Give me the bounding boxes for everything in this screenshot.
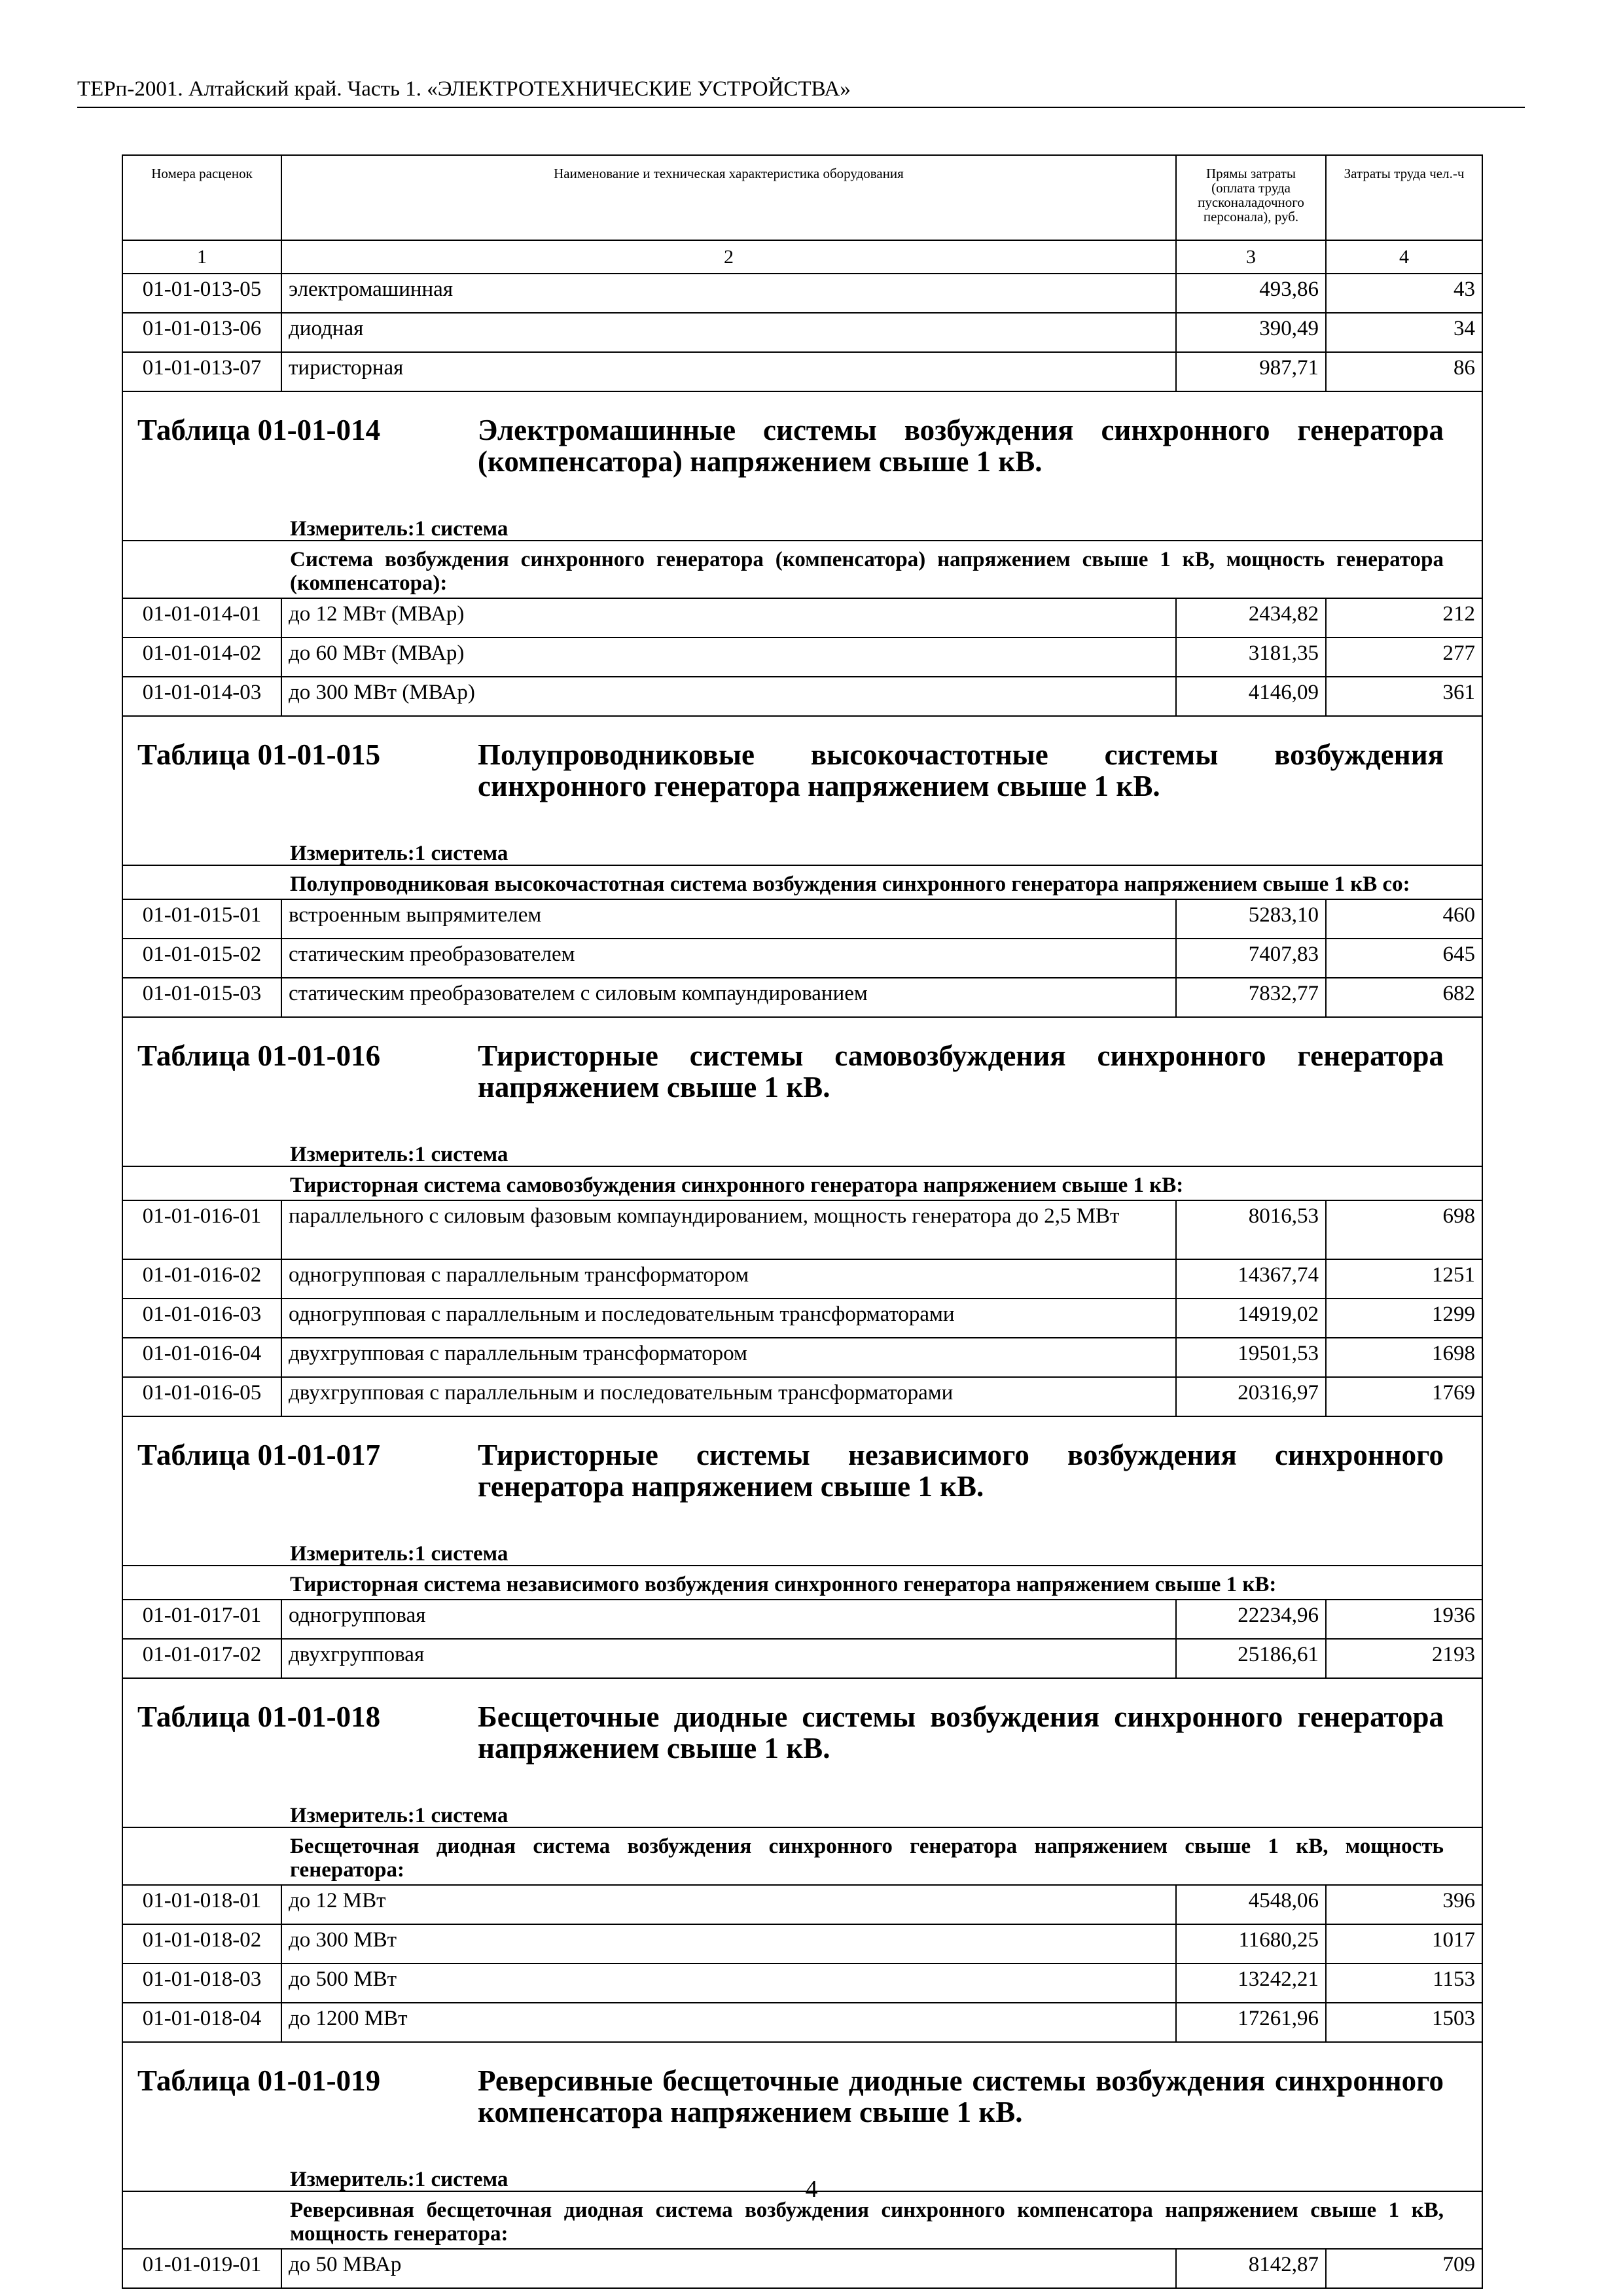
group-heading: Реверсивная бесщеточная диодная система возбуждения синхронного компенсатора напряжением свыше 1 кВ, мощность генератора: (122, 2191, 1482, 2249)
equipment-name: статическим преобразователем с силовым компаундированием (281, 978, 1176, 1017)
table-label: Таблица 01-01-018 (137, 1700, 381, 1733)
measure-row (122, 1543, 1482, 1566)
table-row (122, 677, 1482, 716)
table-title-text: Тиристорные системы независимого возбуждения синхронного генератора напряжением свыше 1 кВ. (478, 1439, 1444, 1503)
equipment-name: диодная (281, 313, 1176, 352)
rate-code: 01-01-018-04 (122, 2003, 281, 2042)
equipment-name: двухгрупповая с параллельным трансформатором (281, 1338, 1176, 1377)
labor-cost: 2193 (1326, 1639, 1482, 1678)
labor-cost: 1503 (1326, 2003, 1482, 2042)
group-heading: Тиристорная система самовозбуждения синхронного генератора напряжением свыше 1 кВ: (122, 1166, 1482, 1200)
labor-cost: 212 (1326, 598, 1482, 637)
col-header-labor: Затраты труда чел.-ч (1326, 155, 1482, 240)
rate-code: 01-01-013-05 (122, 274, 281, 313)
equipment-name: встроенным выпрямителем (281, 899, 1176, 939)
table-title (137, 2043, 1444, 2128)
direct-cost: 4548,06 (1176, 1885, 1326, 1924)
table-title-row (122, 1678, 1482, 1804)
table-label: Таблица 01-01-014 (137, 414, 381, 446)
group-heading-row (122, 1827, 1482, 1885)
rate-code: 01-01-015-02 (122, 939, 281, 978)
direct-cost: 7832,77 (1176, 978, 1326, 1017)
measure-unit: Измеритель:1 система (122, 1143, 1482, 1166)
equipment-name: до 300 МВт (281, 1924, 1176, 1964)
table-title-cell (122, 1416, 1482, 1543)
table-row (122, 1200, 1482, 1259)
table-row (122, 899, 1482, 939)
rate-code: 01-01-015-03 (122, 978, 281, 1017)
rate-code: 01-01-016-02 (122, 1259, 281, 1299)
table-row (122, 352, 1482, 391)
rate-code: 01-01-014-01 (122, 598, 281, 637)
rate-code: 01-01-013-06 (122, 313, 281, 352)
labor-cost: 460 (1326, 899, 1482, 939)
labor-cost: 1299 (1326, 1299, 1482, 1338)
direct-cost: 11680,25 (1176, 1924, 1326, 1964)
column-header-row (122, 155, 1482, 240)
table-title-row (122, 391, 1482, 518)
table-row (122, 1639, 1482, 1678)
equipment-name: до 60 МВт (МВАр) (281, 637, 1176, 677)
direct-cost: 20316,97 (1176, 1377, 1326, 1416)
col-header-codes: Номера расценок (122, 155, 281, 240)
direct-cost: 22234,96 (1176, 1600, 1326, 1639)
labor-cost: 709 (1326, 2249, 1482, 2288)
col-header-name: Наименование и техническая характеристика оборудования (281, 155, 1176, 240)
col-number-1: 1 (122, 240, 281, 274)
table-row (122, 2003, 1482, 2042)
labor-cost: 1698 (1326, 1338, 1482, 1377)
col-number-2: 2 (281, 240, 1176, 274)
rate-code: 01-01-017-02 (122, 1639, 281, 1678)
table-title (137, 1679, 1444, 1764)
labor-cost: 1153 (1326, 1964, 1482, 2003)
labor-cost: 43 (1326, 274, 1482, 313)
table-row (122, 1259, 1482, 1299)
equipment-name: до 12 МВт (МВАр) (281, 598, 1176, 637)
rate-code: 01-01-016-04 (122, 1338, 281, 1377)
labor-cost: 277 (1326, 637, 1482, 677)
rate-code: 01-01-016-05 (122, 1377, 281, 1416)
group-heading-row (122, 1166, 1482, 1200)
table-body (122, 274, 1482, 2288)
direct-cost: 13242,21 (1176, 1964, 1326, 2003)
table-row (122, 1964, 1482, 2003)
table-title-text: Тиристорные системы самовозбуждения синхронного генератора напряжением свыше 1 кВ. (478, 1039, 1444, 1103)
table-title-cell (122, 1678, 1482, 1804)
running-header: ТЕРп-2001. Алтайский край. Часть 1. «ЭЛЕКТРОТЕХНИЧЕСКИЕ УСТРОЙСТВА» (77, 77, 1525, 108)
table-row (122, 1299, 1482, 1338)
equipment-name: электромашинная (281, 274, 1176, 313)
table-title (137, 1018, 1444, 1103)
equipment-name: двухгрупповая с параллельным и последовательным трансформаторами (281, 1377, 1176, 1416)
table-title-row (122, 1017, 1482, 1143)
table-row (122, 978, 1482, 1017)
table-label: Таблица 01-01-017 (137, 1439, 381, 1471)
group-heading-row (122, 1566, 1482, 1600)
table-row (122, 1924, 1482, 1964)
measure-row (122, 518, 1482, 541)
table-row (122, 313, 1482, 352)
equipment-name: одногрупповая с параллельным трансформатором (281, 1259, 1176, 1299)
group-heading: Тиристорная система независимого возбуждения синхронного генератора напряжением свыше 1 кВ: (122, 1566, 1482, 1600)
measure-unit: Измеритель:1 система (122, 842, 1482, 865)
table-title (137, 1417, 1444, 1502)
direct-cost: 8016,53 (1176, 1200, 1326, 1259)
measure-row (122, 842, 1482, 865)
labor-cost: 698 (1326, 1200, 1482, 1259)
table-title (137, 392, 1444, 477)
equipment-name: до 50 МВАр (281, 2249, 1176, 2288)
rate-code: 01-01-018-03 (122, 1964, 281, 2003)
table-title-text: Полупроводниковые высокочастотные системы возбуждения синхронного генератора напряжением свыше 1 кВ. (478, 738, 1444, 802)
labor-cost: 682 (1326, 978, 1482, 1017)
equipment-name: параллельного с силовым фазовым компаундированием, мощность генератора до 2,5 МВт (281, 1200, 1176, 1259)
table-title-text: Электромашинные системы возбуждения синхронного генератора (компенсатора) напряжением свыше 1 кВ. (478, 414, 1444, 478)
table-row (122, 598, 1482, 637)
group-heading: Бесщеточная диодная система возбуждения синхронного генератора напряжением свыше 1 кВ, мощность генератора: (122, 1827, 1482, 1885)
labor-cost: 1936 (1326, 1600, 1482, 1639)
direct-cost: 7407,83 (1176, 939, 1326, 978)
table-label: Таблица 01-01-016 (137, 1039, 381, 1072)
direct-cost: 3181,35 (1176, 637, 1326, 677)
table-row (122, 1600, 1482, 1639)
rate-code: 01-01-015-01 (122, 899, 281, 939)
rate-code: 01-01-016-03 (122, 1299, 281, 1338)
direct-cost: 493,86 (1176, 274, 1326, 313)
equipment-name: до 12 МВт (281, 1885, 1176, 1924)
measure-unit: Измеритель:1 система (122, 1804, 1482, 1827)
labor-cost: 361 (1326, 677, 1482, 716)
col-header-cost: Прямы затраты (оплата труда пусконаладочного персонала), руб. (1176, 155, 1326, 240)
table-row (122, 1338, 1482, 1377)
table-title-cell (122, 1017, 1482, 1143)
measure-unit: Измеритель:1 система (122, 1543, 1482, 1566)
direct-cost: 17261,96 (1176, 2003, 1326, 2042)
table-title-cell (122, 391, 1482, 518)
group-heading: Система возбуждения синхронного генератора (компенсатора) напряжением свыше 1 кВ, мощность генератора (компенсатора): (122, 541, 1482, 598)
direct-cost: 987,71 (1176, 352, 1326, 391)
direct-cost: 14919,02 (1176, 1299, 1326, 1338)
group-heading-row (122, 541, 1482, 598)
table-label: Таблица 01-01-019 (137, 2064, 381, 2097)
column-number-row (122, 240, 1482, 274)
labor-cost: 1251 (1326, 1259, 1482, 1299)
table-title-cell (122, 2042, 1482, 2168)
direct-cost: 14367,74 (1176, 1259, 1326, 1299)
direct-cost: 8142,87 (1176, 2249, 1326, 2288)
table-title-text: Бесщеточные диодные системы возбуждения синхронного генератора напряжением свыше 1 кВ. (478, 1700, 1444, 1765)
labor-cost: 645 (1326, 939, 1482, 978)
table-title (137, 717, 1444, 802)
direct-cost: 5283,10 (1176, 899, 1326, 939)
col-number-3: 3 (1176, 240, 1326, 274)
measure-row (122, 1804, 1482, 1827)
table-row (122, 939, 1482, 978)
table-row (122, 1885, 1482, 1924)
rate-code: 01-01-013-07 (122, 352, 281, 391)
rate-code: 01-01-014-03 (122, 677, 281, 716)
rate-code: 01-01-016-01 (122, 1200, 281, 1259)
group-heading: Полупроводниковая высокочастотная система возбуждения синхронного генератора напряжением свыше 1 кВ со: (122, 865, 1482, 899)
equipment-name: до 1200 МВт (281, 2003, 1176, 2042)
table-title-row (122, 1416, 1482, 1543)
col-number-4: 4 (1326, 240, 1482, 274)
equipment-name: двухгрупповая (281, 1639, 1176, 1678)
table-title-row (122, 2042, 1482, 2168)
price-table-container (122, 154, 1482, 2289)
table-row (122, 2249, 1482, 2288)
rate-code: 01-01-019-01 (122, 2249, 281, 2288)
labor-cost: 86 (1326, 352, 1482, 391)
measure-row (122, 1143, 1482, 1166)
labor-cost: 1769 (1326, 1377, 1482, 1416)
group-heading-row (122, 865, 1482, 899)
equipment-name: тиристорная (281, 352, 1176, 391)
table-title-row (122, 716, 1482, 842)
direct-cost: 2434,82 (1176, 598, 1326, 637)
measure-unit: Измеритель:1 система (122, 2168, 1482, 2191)
table-row (122, 637, 1482, 677)
equipment-name: статическим преобразователем (281, 939, 1176, 978)
rate-code: 01-01-018-01 (122, 1885, 281, 1924)
direct-cost: 19501,53 (1176, 1338, 1326, 1377)
direct-cost: 390,49 (1176, 313, 1326, 352)
rate-code: 01-01-017-01 (122, 1600, 281, 1639)
equipment-name: одногрупповая (281, 1600, 1176, 1639)
labor-cost: 1017 (1326, 1924, 1482, 1964)
direct-cost: 25186,61 (1176, 1639, 1326, 1678)
direct-cost: 4146,09 (1176, 677, 1326, 716)
measure-unit: Измеритель:1 система (122, 518, 1482, 541)
rate-code: 01-01-018-02 (122, 1924, 281, 1964)
table-title-text: Реверсивные бесщеточные диодные системы возбуждения синхронного компенсатора напряжением свыше 1 кВ. (478, 2064, 1444, 2128)
equipment-name: до 300 МВт (МВАр) (281, 677, 1176, 716)
labor-cost: 34 (1326, 313, 1482, 352)
equipment-name: до 500 МВт (281, 1964, 1176, 2003)
equipment-name: одногрупповая с параллельным и последовательным трансформаторами (281, 1299, 1176, 1338)
table-row (122, 1377, 1482, 1416)
price-table (122, 154, 1483, 2289)
table-label: Таблица 01-01-015 (137, 738, 381, 771)
table-row (122, 274, 1482, 313)
rate-code: 01-01-014-02 (122, 637, 281, 677)
page-number: 4 (805, 2176, 818, 2203)
labor-cost: 396 (1326, 1885, 1482, 1924)
table-title-cell (122, 716, 1482, 842)
